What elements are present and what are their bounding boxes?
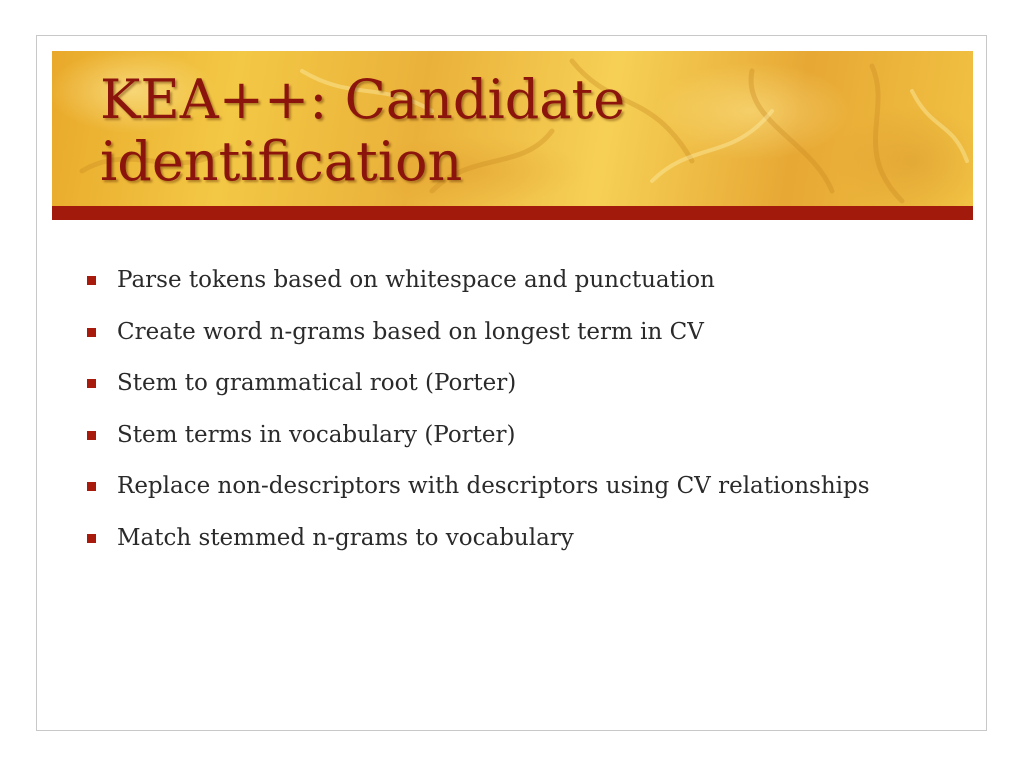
bullet-text: Parse tokens based on whitespace and punctuation [117, 267, 715, 293]
bullet-text: Match stemmed n-grams to vocabulary [117, 524, 574, 551]
bullet-text: Create word n-grams based on longest term in CV [117, 318, 704, 345]
bullet-item [87, 419, 870, 471]
square-bullet-icon [87, 328, 96, 337]
bullet-text: Replace non-descriptors with descriptors using CV relationships [117, 473, 870, 499]
bullet-list [87, 264, 870, 573]
bullet-text: Stem terms in vocabulary (Porter) [117, 421, 516, 448]
bullet-text: Stem to grammatical root (Porter) [117, 370, 517, 396]
slide-title-line-1: KEA++: Candidate [100, 68, 626, 131]
title-underline-bar [52, 206, 973, 220]
square-bullet-icon [87, 534, 96, 543]
slide-title [100, 69, 960, 193]
square-bullet-icon [87, 379, 96, 388]
square-bullet-icon [87, 431, 96, 440]
bullet-item [87, 470, 870, 522]
title-banner [52, 51, 973, 206]
square-bullet-icon [87, 482, 96, 491]
bullet-item [87, 367, 870, 419]
bullet-item [87, 522, 870, 574]
slide [36, 35, 987, 731]
slide-title-line-2: identification [100, 130, 463, 193]
square-bullet-icon [87, 276, 96, 285]
bullet-item [87, 316, 870, 368]
bullet-item [87, 264, 870, 316]
